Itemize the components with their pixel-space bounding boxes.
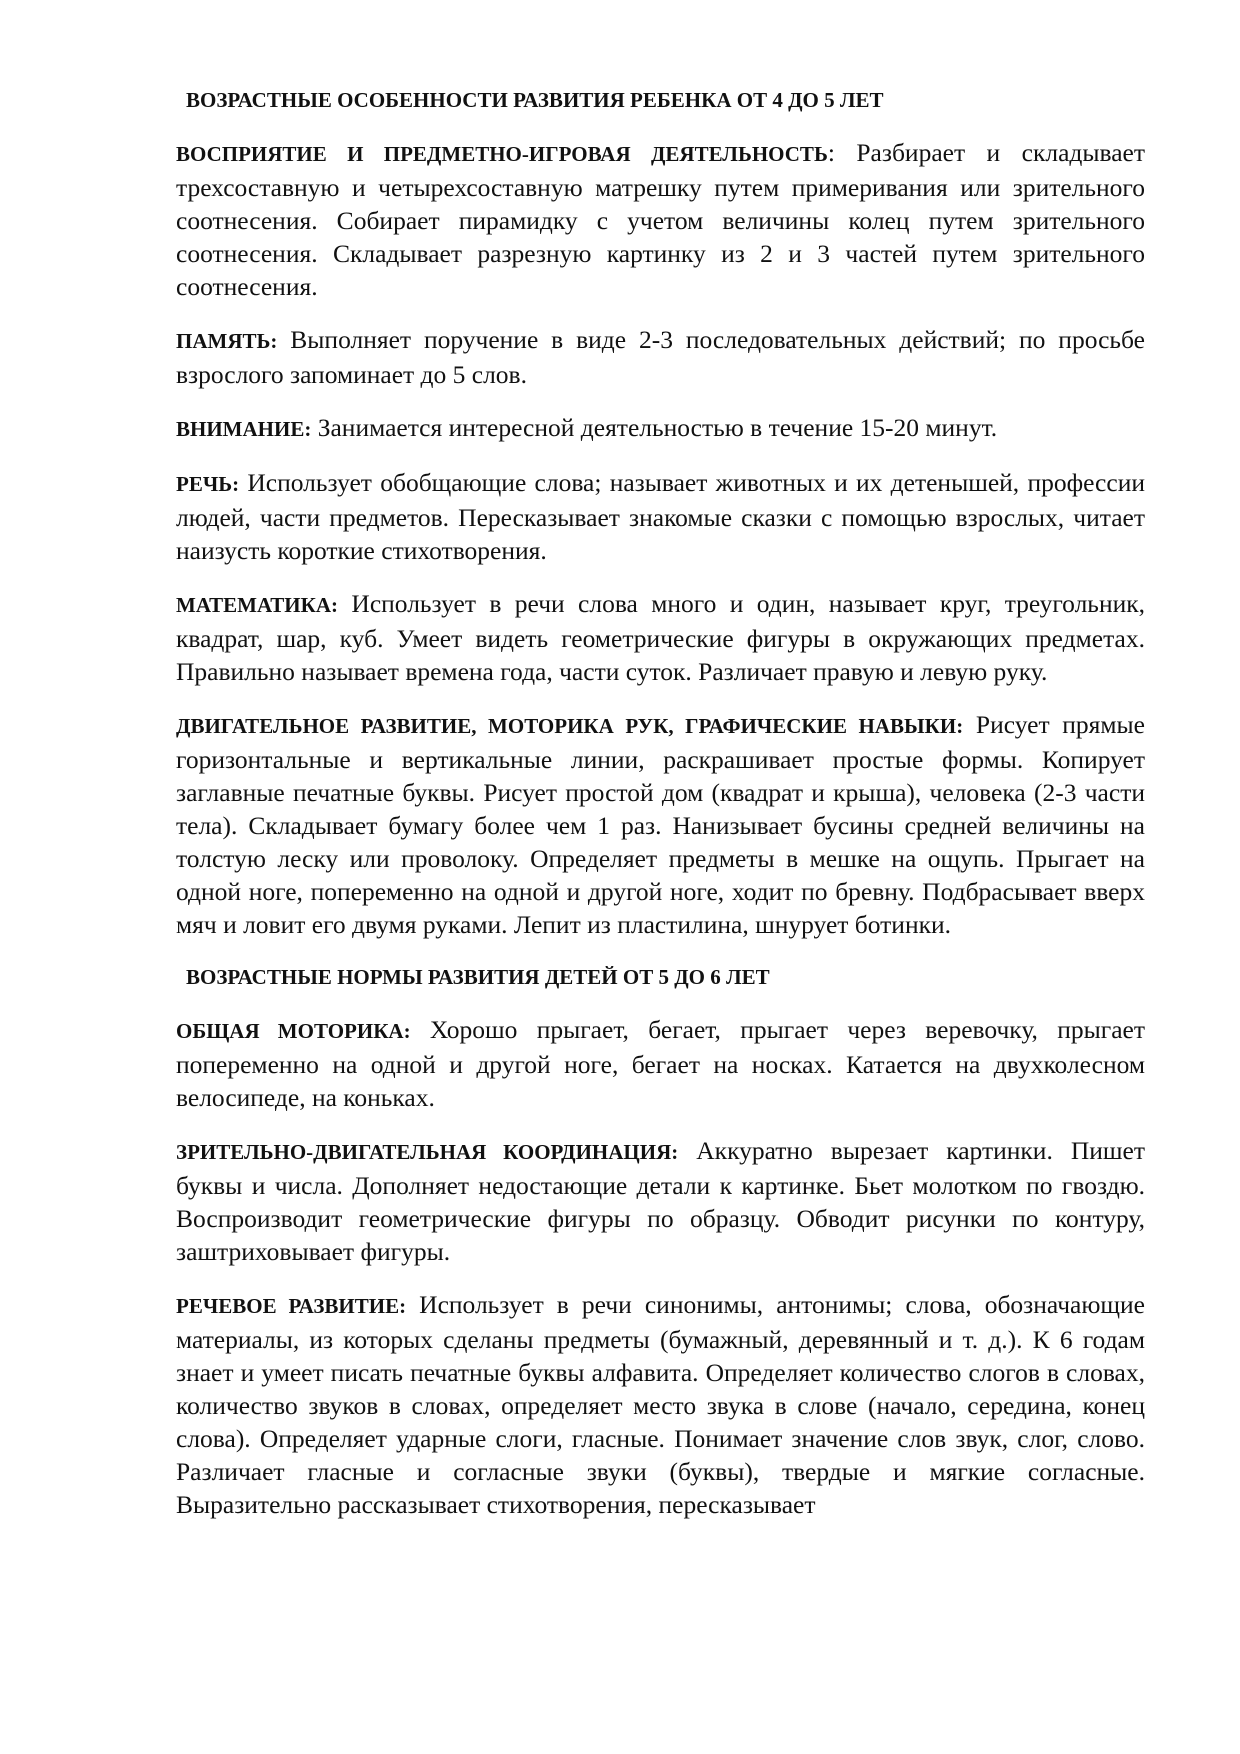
section-label: ЗРИТЕЛЬНО-ДВИГАТЕЛЬНАЯ КООРДИНАЦИЯ: (176, 1140, 679, 1164)
section-attention (176, 411, 1145, 446)
section-label-colon: : (827, 138, 835, 167)
section-math (176, 587, 1145, 688)
section-speech-development (176, 1288, 1145, 1521)
section-label: ОБЩАЯ МОТОРИКА: (176, 1019, 411, 1043)
section-text: Рисует прямые горизонтальные и вертикальные линии, раскрашивает простые формы. Копирует заглавные печатные буквы. Рисует простой дом (квадрат и крыша), человека (2-3 части тела). Складывает бумагу более чем 1 раз. Нанизывает бусины средней величины на толстую леску или проволоку. Определяет предметы в мешке на ощупь. Прыгает на одной ноге, попеременно на одной и другой ноге, ходит по бревну. Подбрасывает вверх мяч и ловит его двумя руками. Лепит из пластилина, шнурует ботинки. (176, 710, 1145, 939)
section-text: Хорошо прыгает, бегает, прыгает через веревочку, прыгает попеременно на одной и другой ноге, бегает на носках. Катается на двухколесном велосипеде, на коньках. (176, 1015, 1145, 1112)
section-perception (176, 136, 1145, 303)
section-text: Разбирает и складывает трехсоставную и четырехсоставную матрешку путем примеривания или зрительного соотнесения. Собирает пирамидку с учетом величины колец путем зрительного соотнесения. Складывает разрезную картинку из 2 и 3 частей путем зрительного соотнесения. (176, 138, 1145, 301)
section-text: Занимается интересной деятельностью в течение 15-20 минут. (311, 413, 998, 442)
section-text: Использует обобщающие слова; называет животных и их детенышей, профессии людей, части предметов. Пересказывает знакомые сказки с помощью взрослых, читает наизусть короткие стихотворения. (176, 468, 1145, 565)
section-label: ВОСПРИЯТИЕ И ПРЕДМЕТНО-ИГРОВАЯ ДЕЯТЕЛЬНОСТЬ (176, 142, 828, 166)
section-motor-development (176, 708, 1145, 941)
heading-age-5-6: ВОЗРАСТНЫЕ НОРМЫ РАЗВИТИЯ ДЕТЕЙ ОТ 5 ДО 6 ЛЕТ (186, 965, 770, 989)
section-memory (176, 323, 1145, 391)
section-visual-motor (176, 1134, 1145, 1268)
section-label: РЕЧЬ: (176, 472, 240, 496)
section-label: ВНИМАНИЕ: (176, 417, 312, 441)
section-label: ПАМЯТЬ: (176, 329, 278, 353)
heading-age-4-5: ВОЗРАСТНЫЕ ОСОБЕННОСТИ РАЗВИТИЯ РЕБЕНКА ОТ 4 ДО 5 ЛЕТ (186, 88, 884, 112)
section-label: РЕЧЕВОЕ РАЗВИТИЕ: (176, 1294, 407, 1318)
section-text: Выполняет поручение в виде 2-3 последовательных действий; по просьбе взрослого запоминает до 5 слов. (176, 325, 1145, 389)
section-label: ДВИГАТЕЛЬНОЕ РАЗВИТИЕ, МОТОРИКА РУК, ГРАФИЧЕСКИЕ НАВЫКИ: (176, 714, 964, 738)
section-text: Использует в речи слова много и один, называет круг, треугольник, квадрат, шар, куб. Умеет видеть геометрические фигуры в окружающих предметах. Правильно называет времена года, части суток. Различает правую и левую руку. (176, 589, 1145, 686)
section-label: МАТЕМАТИКА: (176, 593, 339, 617)
section-text: Использует в речи синонимы, антонимы; слова, обозначающие материалы, из которых сделаны предметы (бумажный, деревянный и т. д.). К 6 годам знает и умеет писать печатные буквы алфавита. Определяет количество слогов в словах, количество звуков в словах, определяет место звука в слове (начало, середина, конец слова). Определяет ударные слоги, гласные. Понимает значение слов звук, слог, слово. Различает гласные и согласные звуки (буквы), твердые и мягкие согласные. Выразительно рассказывает стихотворения, пересказывает (176, 1290, 1145, 1519)
section-text: Аккуратно вырезает картинки. Пишет буквы и числа. Дополняет недостающие детали к картинке. Бьет молотком по гвоздю. Воспроизводит геометрические фигуры по образцу. Обводит рисунки по контуру, заштриховывает фигуры. (176, 1136, 1145, 1266)
section-speech (176, 466, 1145, 567)
section-gross-motor (176, 1013, 1145, 1114)
